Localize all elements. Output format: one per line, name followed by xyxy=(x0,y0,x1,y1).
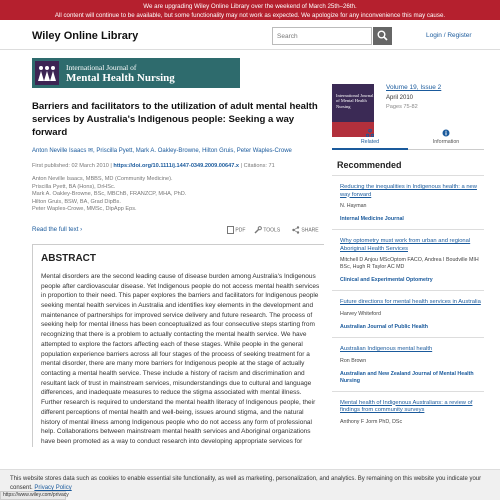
recommended-title-link[interactable]: Why optometry must work from urban and regional Aboriginal Health Services xyxy=(340,238,471,252)
affiliation: Peter Waples‐Crowe, MMSc, DipApp Eps. xyxy=(32,206,137,213)
affiliation: Hilton Gruis, BSW, BA, Grad DipBs. xyxy=(32,198,121,205)
journal-banner[interactable] xyxy=(32,58,240,88)
first-published-label: First published: xyxy=(32,163,70,169)
issue-date: April 2010 xyxy=(386,95,414,101)
list-item xyxy=(332,230,484,291)
sidebar-tabs xyxy=(332,127,484,150)
upgrade-banner xyxy=(0,0,500,20)
first-published-date: 02 March 2010 xyxy=(71,163,109,169)
info-icon xyxy=(442,129,450,137)
abstract-text: Mental disorders are the second leading cause of disease burden among Australia's Indigenous people after cardiovascular disease. Yet Indigenous people do not access mental health services in proportion to their need. This paper explores the barriers and facilitators for Indigenous people seeking mental health services in Australia and identifies key elements in the development and maintenance of partnerships for improved service delivery and future research. The process of seeking help for mental illness has been conceptualized as four consecutive steps starting from recognizing that there is a problem to actually contacting the mental health service. We have attempted to explore the factors affecting each of these stages. While people in the general population experience barriers across all four stages of the process of seeking treatment for a mental disorder, there are many more barriers for Indigenous people at the stage of actually contacting a mental health service. These include a history of racism and discrimination and resultant lack of trust in mainstream services, misunderstandings due to cultural and language differences, and inadequate measures to reduce the stigma associated with mental illness. Further research is required to understand the mental health literacy of Indigenous people, their different perceptions of mental health and well‐being, issues around stigma, and the natural history of mental illness among Indigenous people who do not access any form of professional help. Collaborations between mainstream mental health services and Aboriginal organizations have been promoted as a way to conduct research into developing appropriate services for xyxy=(41,272,320,445)
cookie-text xyxy=(10,475,488,493)
cookie-banner xyxy=(0,469,500,500)
recommended-title-link[interactable]: Australian Indigenous mental health xyxy=(340,345,433,352)
affiliation: Anton Neville Isaacs, MBBS, MD (Community Medicine). xyxy=(32,176,173,182)
article-authors[interactable]: Anton Neville Isaacs ✉, Priscilla Pyett, Mark A. Oakley‐Browne, Hilton Gruis, Peter Waples‐Crowe xyxy=(32,148,292,154)
recommended-authors: Ron Brown xyxy=(340,357,367,364)
active-tab-indicator xyxy=(332,148,408,150)
recommended-authors: N. Hayman xyxy=(340,203,367,210)
affiliations xyxy=(32,176,322,214)
sidebar xyxy=(332,127,484,432)
status-bar-url: https://www.wiley.com/privacy xyxy=(0,491,66,500)
recommended-authors: Mitchell D Anjou MScOptom FACO, Andrea I Boudville MIH BSc, Hugh R Taylor AC MD xyxy=(340,257,479,271)
recommended-title-link[interactable]: Mental health of Indigenous Australians: a review of findings from community surveys xyxy=(340,399,473,414)
privacy-policy-link[interactable]: Privacy Policy xyxy=(34,485,72,491)
site-logo[interactable]: Wiley Online Library xyxy=(32,30,139,42)
recommended-authors: Harvey Whiteford xyxy=(340,310,381,317)
list-item xyxy=(332,392,484,432)
cookie-message: This website stores data such as cookies to enable essential site functionality, as well as marketing, personalization, and analytics. By remaining on this website you indicate your consent. xyxy=(10,476,482,491)
share-button[interactable] xyxy=(292,226,319,234)
recommended-authors: Anthony F Jorm PhD, DSc xyxy=(340,418,403,425)
article-title: Barriers and facilitators to the utilization of adult mental health services by Australia's Indigenous people: Seeking a way forward xyxy=(32,101,318,138)
recommended-title-link[interactable]: Reducing the inequalities in Indigenous health: a new way forward xyxy=(340,184,477,198)
article-main xyxy=(32,52,322,447)
recommended-journal[interactable]: Clinical and Experimental Optometry xyxy=(340,277,433,284)
pdf-button[interactable] xyxy=(227,226,245,234)
affiliation: Priscilla Pyett, BA (Hons), DrHSc. xyxy=(32,183,116,190)
search-icon xyxy=(377,30,388,41)
journal-banner-line-2: Mental Health Nursing xyxy=(66,72,175,84)
read-full-text-link[interactable]: Read the full text › xyxy=(32,225,83,233)
share-label: SHARE xyxy=(301,227,319,234)
journal-banner-line-1: International Journal of xyxy=(66,63,137,72)
article-meta: First published: 02 March 2010 | https://doi.org/10.1111/j.1447-0349.2009.00647.x | Citations: 71 xyxy=(32,163,275,169)
recommended-heading: Recommended xyxy=(332,160,484,176)
issue-pages: Pages 75-82 xyxy=(386,104,418,110)
volume-issue-link[interactable]: Volume 19, Issue 2 xyxy=(386,84,442,91)
banner-line-2: All content will continue to be available, but some functionality may not work as expected. We apologize for any inconvenience this may cause. xyxy=(54,12,446,19)
tools-button[interactable] xyxy=(254,226,280,234)
tab-related-label: Related xyxy=(360,139,380,145)
wrench-icon xyxy=(254,226,262,234)
list-item xyxy=(332,291,484,338)
citations-count[interactable]: Citations: 71 xyxy=(243,163,275,169)
share-icon xyxy=(292,226,300,234)
search-button[interactable] xyxy=(373,27,392,45)
login-register-link[interactable]: Login / Register xyxy=(426,32,472,39)
journal-emblem-icon xyxy=(35,61,59,85)
tab-information[interactable] xyxy=(408,127,484,145)
recommended-journal[interactable]: Australian Journal of Public Health xyxy=(340,323,429,330)
tab-related[interactable] xyxy=(332,127,408,145)
cover-title: International Journal of Mental Health Nursing xyxy=(336,93,374,109)
recommended-journal[interactable]: Australian and New Zealand Journal of Mental Health Nursing xyxy=(340,370,474,384)
banner-line-1: We are upgrading Wiley Online Library over the weekend of March 25th–26th. xyxy=(143,3,357,10)
recommended-title-link[interactable]: Future directions for mental health services in Australia xyxy=(340,299,481,306)
pdf-label: PDF xyxy=(235,227,246,234)
article-actions xyxy=(32,224,322,236)
list-item xyxy=(332,176,484,230)
site-header xyxy=(0,20,500,50)
abstract-section xyxy=(32,244,324,447)
list-item xyxy=(332,338,484,392)
tools-label: TOOLS xyxy=(263,227,281,234)
tab-information-label: Information xyxy=(432,139,460,145)
abstract-heading: ABSTRACT xyxy=(41,252,96,264)
search-input[interactable]: Search xyxy=(272,27,372,45)
related-icon xyxy=(366,129,374,137)
affiliation: Mark A. Oakley‐Browne, BSc, MBChB, FRANZCP, MHA, PhD. xyxy=(32,191,187,198)
recommended-journal[interactable]: Internal Medicine Journal xyxy=(340,216,404,223)
doi-link[interactable]: https://doi.org/10.1111/j.1447-0349.2009.00647.x xyxy=(113,163,240,169)
pdf-icon xyxy=(227,226,234,234)
issue-info xyxy=(332,84,482,128)
